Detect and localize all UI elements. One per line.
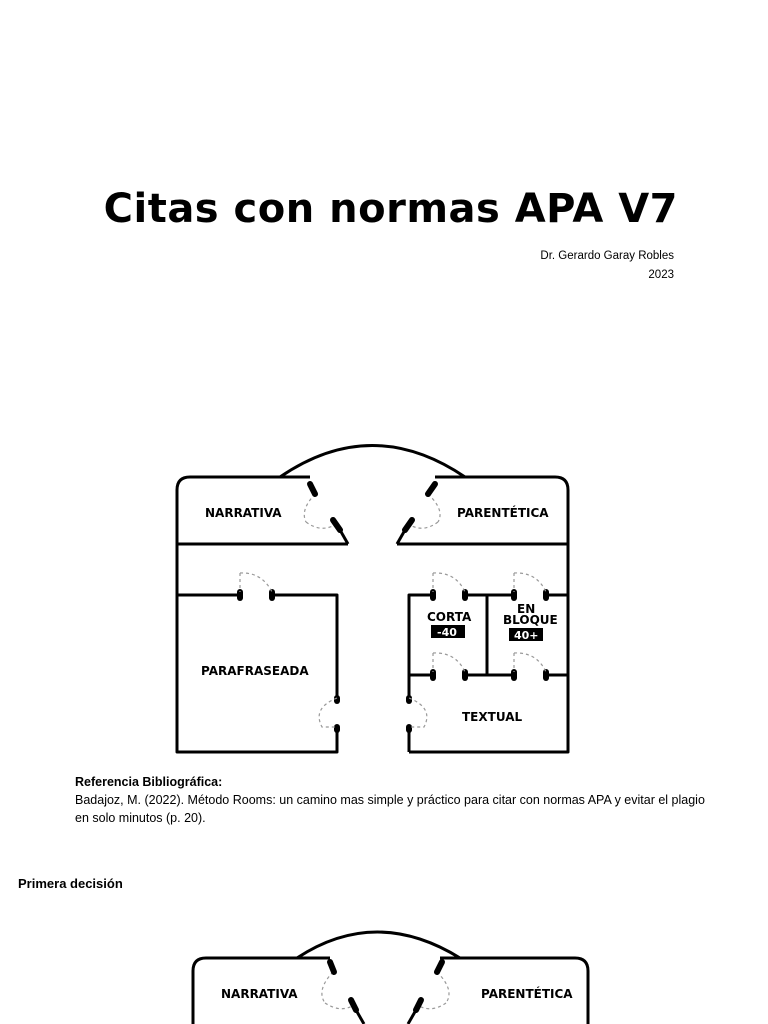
room-label-parafraseada: PARAFRASEADA xyxy=(201,664,309,678)
corta-badge-text: -40 xyxy=(437,626,457,639)
room-label-parentetica: PARENTÉTICA xyxy=(457,506,549,520)
en-bloque-badge-text: 40+ xyxy=(514,629,539,642)
room-label-parentetica-2: PARENTÉTICA xyxy=(481,987,573,1001)
connecting-arch-2 xyxy=(297,932,460,958)
room-label-corta: CORTA xyxy=(427,610,472,624)
publication-year: 2023 xyxy=(648,269,674,281)
room-label-en-bloque-line2: BLOQUE xyxy=(503,613,558,627)
reference-text: Badajoz, M. (2022). Método Rooms: un camino mas simple y práctico para citar con normas APA y evitar el plagio en solo minutos (p. 20). xyxy=(75,793,705,825)
document-title: Citas con normas APA V7 xyxy=(103,186,678,232)
room-label-narrativa-2: NARRATIVA xyxy=(221,987,298,1001)
room-label-textual: TEXTUAL xyxy=(462,710,523,724)
room-label-narrativa: NARRATIVA xyxy=(205,506,282,520)
reference-label: Referencia Bibliográfica: xyxy=(75,775,223,789)
author-name: Dr. Gerardo Garay Robles xyxy=(540,250,674,262)
section-heading: Primera decisión xyxy=(18,876,123,891)
room-label-en-bloque-line1: EN xyxy=(517,602,536,616)
